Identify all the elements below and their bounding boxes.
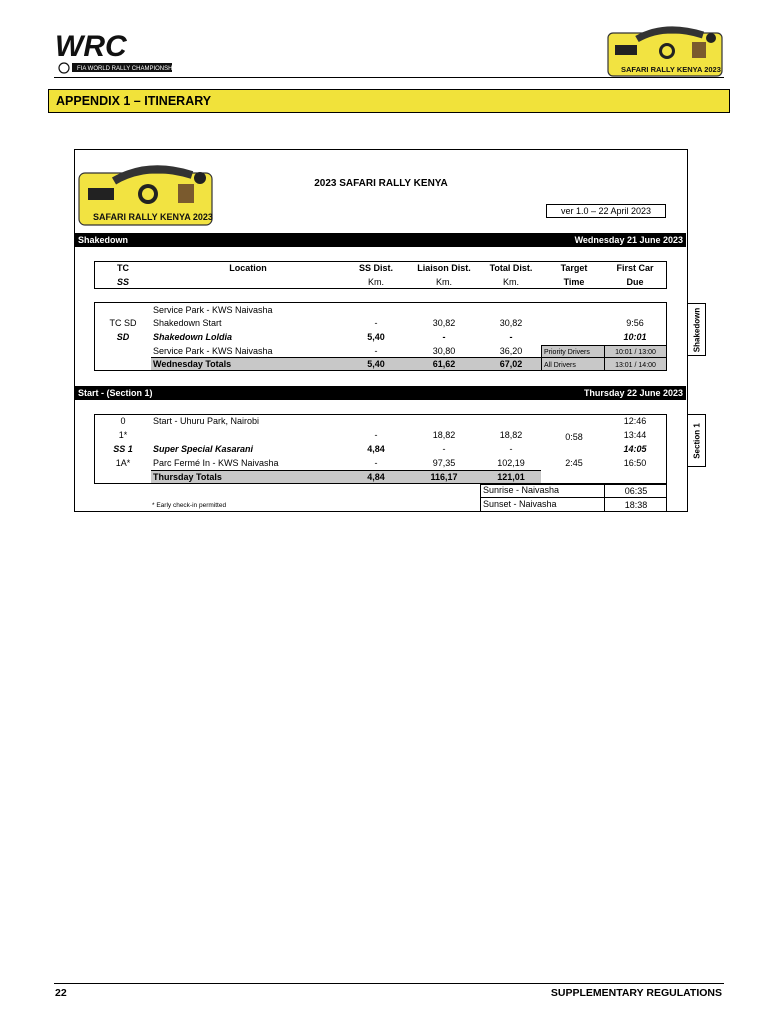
version-text: ver 1.0 – 22 April 2023 <box>560 206 652 216</box>
shakedown-band-date: Wednesday 21 June 2023 <box>574 235 683 245</box>
col-first-car-sub: Due <box>626 277 644 287</box>
col-ss: SS <box>116 277 129 287</box>
col-total-unit: Km. <box>502 277 519 287</box>
sunset-time: 18:38 <box>624 500 648 510</box>
all-drivers-label: All Drivers <box>544 362 576 369</box>
shakedown-band <box>75 233 686 247</box>
col-target: Target <box>560 263 588 273</box>
shakedown-side-label: Shakedown <box>692 307 701 352</box>
table-row-tc: SS 1 <box>113 444 133 454</box>
safari-rally-doc-badge-icon <box>78 163 214 227</box>
table-row-total: 18,82 <box>499 430 523 440</box>
table-row-due: 16:50 <box>623 458 647 468</box>
table-row-liaison: 18,82 <box>432 430 456 440</box>
table-row-location: Service Park - KWS Naivasha <box>153 305 273 315</box>
table-row-location: Shakedown Start <box>153 318 222 328</box>
sunrise-time: 06:35 <box>624 486 648 496</box>
priority-drivers-label: Priority Drivers <box>544 349 590 356</box>
header-divider <box>54 77 724 78</box>
sun-times-rule <box>480 497 667 498</box>
table-row-due: 13:44 <box>623 430 647 440</box>
early-checkin-note: * Early check-in permitted <box>152 502 227 509</box>
table-row-location: Super Special Kasarani <box>153 444 254 454</box>
col-first-car: First Car <box>616 263 654 273</box>
table-row-due: 14:05 <box>623 444 647 454</box>
table-row-tc: TC SD <box>109 318 137 328</box>
table-row-liaison: - <box>442 332 446 342</box>
table-row-liaison: 97,35 <box>432 458 456 468</box>
priority-drivers-due: 10:01 / 13:00 <box>615 349 656 356</box>
col-liaison-unit: Km. <box>435 277 452 287</box>
safari-rally-badge <box>607 25 723 77</box>
col-liaison: Liaison Dist. <box>417 263 471 273</box>
col-tc: TC <box>117 263 129 273</box>
table-row-tc: 1* <box>118 430 128 440</box>
wrc-logo-icon <box>55 30 175 76</box>
table-row-ss: 5,40 <box>367 332 385 342</box>
table-row-total: - <box>509 332 513 342</box>
page-number: 22 <box>55 987 67 999</box>
thursday-totals-ss: 4,84 <box>367 472 385 482</box>
section1-band-label: Start - (Section 1) <box>78 388 153 398</box>
table-row-location: Service Park - KWS Naivasha <box>153 346 273 356</box>
table-row-total: 102,19 <box>497 458 525 468</box>
table-row-tc: 1A* <box>115 458 131 468</box>
col-ss-dist: SS Dist. <box>358 263 393 273</box>
table-row-location: Shakedown Loldia <box>153 332 233 342</box>
section1-side-label: Section 1 <box>692 422 701 459</box>
section1-band <box>75 386 686 400</box>
shakedown-band-label: Shakedown <box>78 235 129 245</box>
svg-text:WRC: WRC <box>55 30 127 63</box>
table-row-ss: - <box>374 458 378 468</box>
table-row-total: 30,82 <box>499 318 523 328</box>
table-row-due: 9:56 <box>626 318 644 328</box>
safari-rally-doc-badge <box>78 163 214 227</box>
table-row-ss: - <box>374 318 378 328</box>
wednesday-totals-liaison: 61,62 <box>432 359 456 369</box>
table-row-liaison: - <box>442 444 446 454</box>
table-row-ss: 4,84 <box>367 444 385 454</box>
footer-divider <box>54 983 724 984</box>
table-row-total: - <box>509 444 513 454</box>
all-drivers-due: 13:01 / 14:00 <box>615 362 656 369</box>
target-time: 2:45 <box>565 458 583 468</box>
col-ss-unit: Km. <box>367 277 384 287</box>
appendix-title: APPENDIX 1 – ITINERARY <box>48 89 730 113</box>
table-row-location: Start - Uhuru Park, Nairobi <box>153 416 260 426</box>
table-row-ss: - <box>374 430 378 440</box>
footer-title: SUPPLEMENTARY REGULATIONS <box>550 987 722 999</box>
col-target-sub: Time <box>563 277 585 287</box>
wednesday-totals-total: 67,02 <box>499 359 523 369</box>
table-row-liaison: 30,82 <box>432 318 456 328</box>
document-title: 2023 SAFARI RALLY KENYA <box>314 178 448 189</box>
table-row-tc: 0 <box>120 416 126 426</box>
thursday-totals-label: Thursday Totals <box>153 472 222 482</box>
svg-text:FIA WORLD RALLY CHAMPIONSHIP: FIA WORLD RALLY CHAMPIONSHIP <box>77 66 175 72</box>
table-row-liaison: 30,80 <box>432 346 456 356</box>
sunset-label: Sunset - Naivasha <box>483 499 557 509</box>
table-row-total: 36,20 <box>499 346 523 356</box>
table-row-location: Parc Fermé In - KWS Naivasha <box>153 458 279 468</box>
wednesday-totals-ss: 5,40 <box>367 359 385 369</box>
table-row-due: 10:01 <box>623 332 647 342</box>
thursday-totals-total: 121,01 <box>497 472 525 482</box>
wednesday-totals-label: Wednesday Totals <box>153 359 232 369</box>
target-time: 0:58 <box>565 432 583 442</box>
section1-band-date: Thursday 22 June 2023 <box>583 388 683 398</box>
version-box <box>546 204 666 218</box>
table-row-due: 12:46 <box>623 416 647 426</box>
wrc-logo <box>55 30 175 76</box>
section1-side-tab <box>687 414 706 467</box>
sunrise-label: Sunrise - Naivasha <box>483 485 560 495</box>
thursday-totals-liaison: 116,17 <box>430 472 458 482</box>
section1-totals-rule <box>151 470 541 471</box>
safari-rally-badge-icon <box>607 25 723 77</box>
shakedown-side-tab <box>687 303 706 356</box>
svg-text:SAFARI RALLY KENYA 2023: SAFARI RALLY KENYA 2023 <box>621 65 721 74</box>
col-location: Location <box>229 263 267 273</box>
table-row-tc: SD <box>116 332 130 342</box>
svg-text:SAFARI RALLY KENYA 2023: SAFARI RALLY KENYA 2023 <box>93 212 213 222</box>
col-total: Total Dist. <box>489 263 533 273</box>
table-row-ss: - <box>374 346 378 356</box>
